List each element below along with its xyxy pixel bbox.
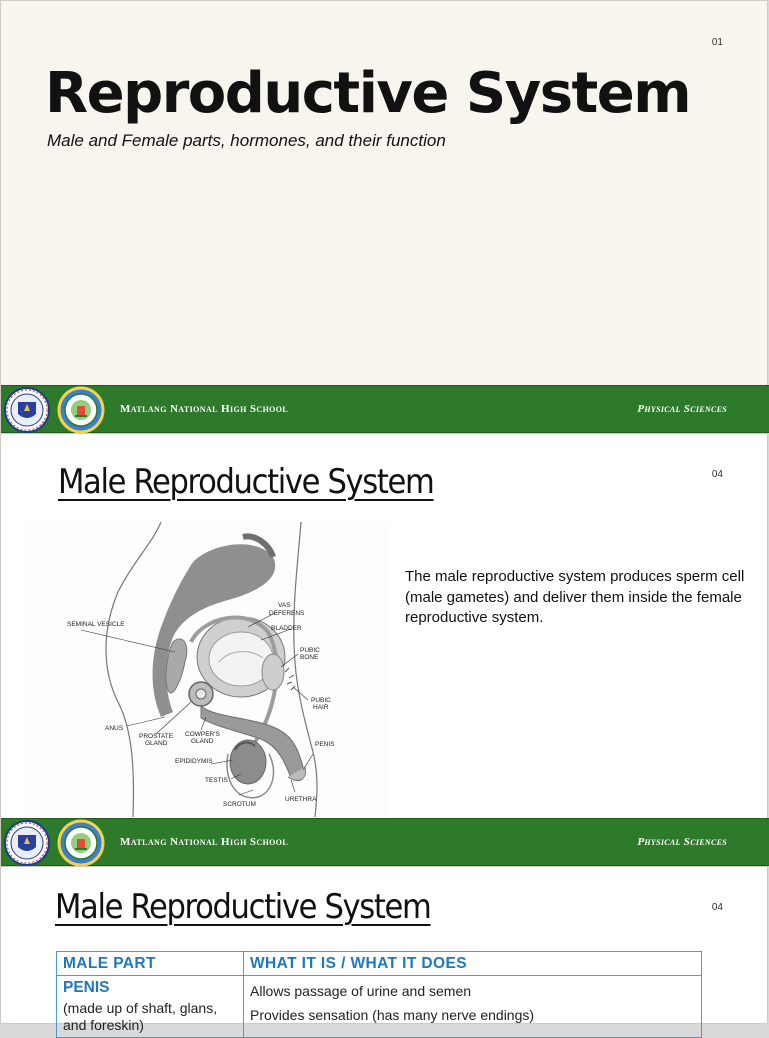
table-header-row: [57, 952, 702, 976]
slide-title: Reproductive System: [45, 61, 691, 126]
label-penis: PENIS: [315, 741, 335, 748]
slide-description: The male reproductive system produces sperm cell (male gametes) and deliver them inside the female reproductive system.: [405, 568, 745, 626]
male-parts-table-slide: [0, 866, 768, 1033]
label-bladder: BLADDER: [271, 625, 302, 632]
footer-band: [1, 818, 769, 866]
label-testis: TESTIS: [205, 777, 228, 784]
label-prostate-gland: PROSTATE: [139, 733, 174, 740]
slide-number: 04: [711, 902, 723, 913]
part-name: PENIS: [63, 979, 110, 996]
slide-number: 04: [711, 469, 723, 480]
label-cowpers-gland-2: GLAND: [191, 738, 214, 745]
deped-seal-icon: [3, 819, 51, 867]
male-anatomy-diagram: [23, 522, 388, 817]
title-slide: [0, 0, 768, 433]
school-seal-icon: [57, 386, 105, 434]
label-urethra: URETHRA: [285, 796, 317, 803]
label-pubic-bone: PUBIC: [300, 647, 320, 654]
slide-subtitle: Male and Female parts, hormones, and their function: [47, 131, 446, 150]
label-anus: ANUS: [105, 725, 124, 732]
slide-title: Male Reproductive System: [58, 462, 434, 502]
label-cowpers-gland: COWPER'S: [185, 731, 220, 738]
label-pubic-hair-2: HAIR: [313, 704, 329, 711]
subject-name: Physical Sciences: [637, 403, 727, 415]
slide-number: 01: [711, 37, 723, 48]
deped-seal-icon: [3, 386, 51, 434]
school-name: Matlang National High School: [120, 836, 289, 848]
footer-band: [1, 385, 769, 433]
label-scrotum: SCROTUM: [223, 801, 256, 808]
label-pubic-bone-2: BONE: [300, 654, 319, 661]
school-name: Matlang National High School: [120, 403, 289, 415]
label-seminal-vesicle: SEMINAL VESICLE: [67, 621, 125, 628]
slide-title: Male Reproductive System: [55, 887, 431, 927]
part-note: (made up of shaft, glans, and foreskin): [63, 1000, 218, 1033]
function-cell: [244, 976, 702, 1038]
table-row: [57, 976, 702, 1038]
column-header-part: MALE PART: [57, 952, 244, 976]
label-epididymis: EPIDIDYMIS: [175, 758, 213, 765]
subject-name: Physical Sciences: [637, 836, 727, 848]
column-header-function: WHAT IT IS / WHAT IT DOES: [244, 952, 702, 976]
label-pubic-hair: PUBIC: [311, 697, 331, 704]
part-cell: [57, 976, 244, 1038]
function-line: Allows passage of urine and semen: [250, 983, 472, 999]
male-system-slide: [0, 433, 768, 866]
label-vas-deferens-2: DEFERENS: [269, 610, 305, 617]
male-parts-table: [56, 951, 702, 1038]
school-seal-icon: [57, 819, 105, 867]
function-line: Provides sensation (has many nerve endings): [250, 1007, 535, 1023]
label-vas-deferens: VAS: [278, 602, 291, 609]
label-prostate-gland-2: GLAND: [145, 740, 168, 747]
